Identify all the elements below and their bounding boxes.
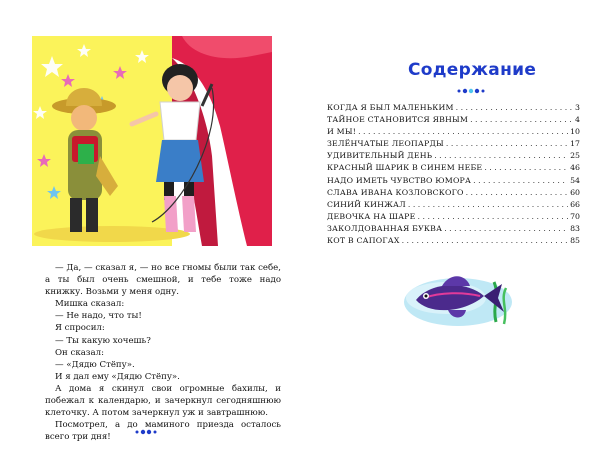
toc-page: 10	[570, 127, 580, 137]
toc-title: И МЫ!	[327, 127, 357, 137]
toc-page: 60	[570, 187, 580, 197]
story-text	[45, 262, 281, 443]
right-page	[304, 0, 608, 467]
toc-entry[interactable]	[327, 138, 580, 150]
fish-illustration	[396, 262, 526, 332]
story-paragraph: — Да, — сказал я, — но все гномы были так себе, а ты был очень смешной, и тебе тоже надо книжку. Возьми у меня одну.	[45, 263, 281, 298]
toc-entry[interactable]	[327, 223, 580, 235]
toc-title: КОГДА Я БЫЛ МАЛЕНЬКИМ	[327, 103, 454, 112]
toc-page: 85	[570, 236, 580, 246]
story-paragraph: Посмотрел, а до маминого приезда осталось всего три дня!	[45, 420, 281, 443]
toc-entry[interactable]	[327, 211, 580, 223]
toc-title: ЗЕЛЁНЧАТЫЕ ЛЕОПАРДЫ	[327, 139, 444, 149]
toc-title: СЛАВА ИВАНА КОЗЛОВСКОГО	[327, 187, 464, 197]
story-paragraph: А дома я скинул свои огромные бахилы, и побежал к календарю, и зачеркнул сегодняшнюю клеточку. А потом зачеркнул уж и завтрашнюю.	[45, 383, 281, 419]
toc-title: ДЕВОЧКА НА ШАРЕ	[327, 211, 416, 221]
toc-entry[interactable]	[327, 235, 580, 247]
story-paragraph: И я дал ему «Дядю Стёпу».	[55, 371, 180, 382]
story-paragraph: Он сказал:	[55, 347, 104, 358]
toc-page: 4	[575, 115, 580, 125]
toc-page: 83	[570, 223, 580, 233]
toc-title: СИНИЙ КИНЖАЛ	[327, 199, 406, 209]
illustration-children-stage	[32, 36, 272, 246]
toc-title: КОТ В САПОГАХ	[327, 236, 400, 246]
toc-entry[interactable]	[327, 114, 580, 126]
ornament-dots-icon	[133, 428, 163, 436]
toc-entry[interactable]	[327, 199, 580, 211]
toc-entry[interactable]	[327, 162, 580, 174]
toc-entry[interactable]	[327, 102, 580, 114]
toc-page: 25	[570, 151, 580, 161]
ornament-dots-icon	[454, 87, 486, 95]
toc-title: ТАЙНОЕ СТАНОВИТСЯ ЯВНЫМ	[327, 115, 469, 125]
toc-entry[interactable]	[327, 175, 580, 187]
toc-page: 3	[575, 103, 580, 112]
toc-entry[interactable]	[327, 126, 580, 138]
left-page	[0, 0, 300, 467]
toc-entry[interactable]	[327, 150, 580, 162]
toc-title: КРАСНЫЙ ШАРИК В СИНЕМ НЕБЕ	[327, 163, 483, 173]
toc-page: 54	[570, 175, 580, 185]
toc-entry[interactable]	[327, 187, 580, 199]
toc-title: ЗАКОЛДОВАННАЯ БУКВА	[327, 223, 443, 233]
table-of-contents	[327, 102, 580, 247]
toc-page: 46	[570, 163, 580, 173]
toc-page: 70	[570, 211, 580, 221]
toc-title: УДИВИТЕЛЬНЫЙ ДЕНЬ	[327, 151, 433, 161]
story-paragraph: — «Дядю Стёпу».	[55, 359, 135, 370]
story-paragraph: — Ты какую хочешь?	[55, 335, 151, 346]
toc-title: НАДО ИМЕТЬ ЧУВСТВО ЮМОРА	[327, 175, 472, 185]
toc-page: 17	[570, 139, 580, 149]
story-paragraph: — Не надо, что ты!	[55, 311, 142, 322]
story-paragraph: Мишка сказал:	[55, 299, 125, 310]
story-paragraph: Я спросил:	[55, 323, 105, 334]
contents-title: Содержание	[408, 60, 537, 80]
toc-page: 66	[570, 199, 580, 209]
